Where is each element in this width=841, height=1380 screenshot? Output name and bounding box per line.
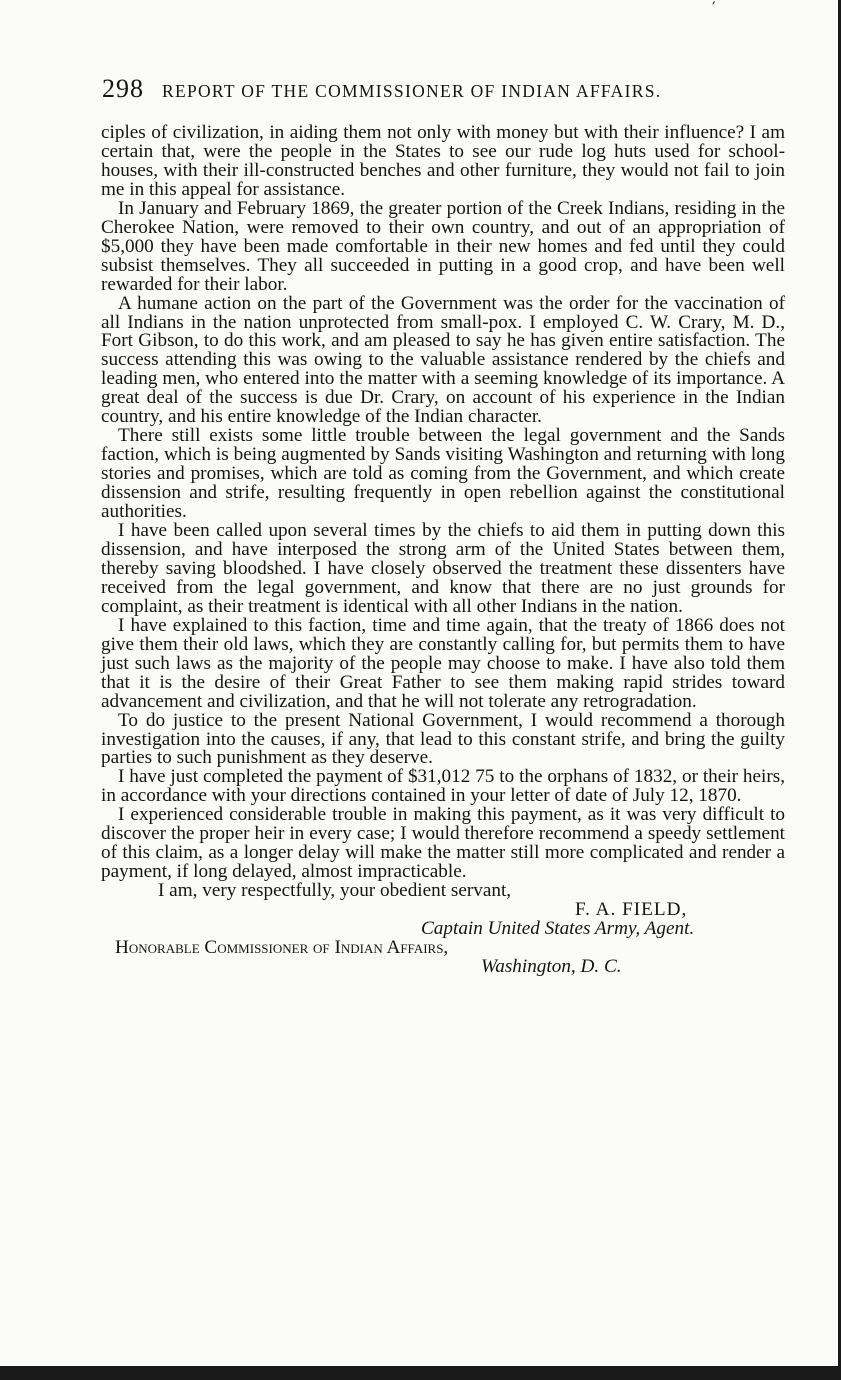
paragraph: In January and February 1869, the greater portion of the Creek Indians, residing in the Cherokee Nation, were removed to their own country, and out of an appropriation of $5,000 they have been made comfortable in their new homes and fed until they could subsist themselves. They all succeeded in putting in a good crop, and have been well rewarded for their labor. bbox=[101, 197, 785, 295]
paragraph: I have explained to this faction, time and time again, that the treaty of 1866 does not give them their old laws, which they are constantly calling for, but permits them to have just such laws as the majority of the people may choose to make. I have also told them that it is the desire of their Great Father to see them making rapid strides toward advancement and civilization, and that he will not tolerate any retrogradation. bbox=[101, 614, 785, 712]
signature-title: Captain United States Army, Agent. bbox=[421, 918, 695, 940]
page-header bbox=[102, 74, 782, 104]
paragraph: There still exists some little trouble between the legal government and the Sands faction, which is being augmented by Sands visiting Washington and returning with long stories and promises, which are told as coming from the Government, and which create dissension and strife, resulting frequently in open rebellion against the constitutional authorities. bbox=[101, 425, 785, 523]
running-head: REPORT OF THE COMMISSIONER OF INDIAN AFFAIRS. bbox=[162, 81, 662, 101]
paragraph: A humane action on the part of the Government was the order for the vaccination of all Indians in the nation unprotected from small-pox. I employed C. W. Crary, M. D., Fort Gibson, to do this work, and am pleased to say he has given entire satisfaction. The success attending this was owing to the valuable assistance rendered by the chiefs and leading men, who entered into the matter with a seeming knowledge of its importance. A great deal of the success is due Dr. Crary, on account of his experience in the Indian country, and his entire knowledge of the Indian character. bbox=[101, 292, 785, 428]
addressee: Honorable Commissioner of Indian Affairs, bbox=[115, 936, 449, 958]
signature-name: F. A. FIELD, bbox=[575, 899, 688, 921]
paragraph: I experienced considerable trouble in making this payment, as it was very difficult to discover the proper heir in every case; I would therefore recommend a speedy settlement of this claim, as a longer delay will make the matter still more complicated and render a payment, if long delayed, almost impracticable. bbox=[101, 804, 785, 883]
valediction: I am, very respectfully, your obedient servant, bbox=[158, 880, 512, 902]
letter-body bbox=[101, 124, 785, 977]
paragraph: To do justice to the present National Government, I would recommend a thorough investigation into the causes, if any, that lead to this constant strife, and bring the guilty parties to such punishment as they deserve. bbox=[101, 709, 785, 769]
addressee-place: Washington, D. C. bbox=[481, 955, 622, 977]
page-number: 298 bbox=[102, 74, 144, 103]
scan-edge-bottom bbox=[0, 1366, 841, 1380]
paragraph: ciples of civilization, in aiding them not only with money but with their influence? I am certain that, were the people in the States to see our rude log huts used for school-houses, with their ill-constructed benches and other furniture, they would not fail to join me in this appeal for assistance. bbox=[101, 122, 785, 200]
scan-corner-mark: ′ bbox=[712, 0, 716, 17]
paragraph: I have been called upon several times by the chiefs to aid them in putting down this dissension, and have interposed the strong arm of the United States between them, thereby saving bloodshed. I have closely observed the treatment these dissenters have received from the legal government, and know that there are no just grounds for complaint, as their treatment is identical with all other Indians in the nation. bbox=[101, 520, 785, 617]
paragraph: I have just completed the payment of $31,012 75 to the orphans of 1832, or their heirs, in accordance with your directions contained in your letter of date of July 12, 1870. bbox=[101, 766, 785, 807]
letter-closing bbox=[101, 882, 785, 977]
